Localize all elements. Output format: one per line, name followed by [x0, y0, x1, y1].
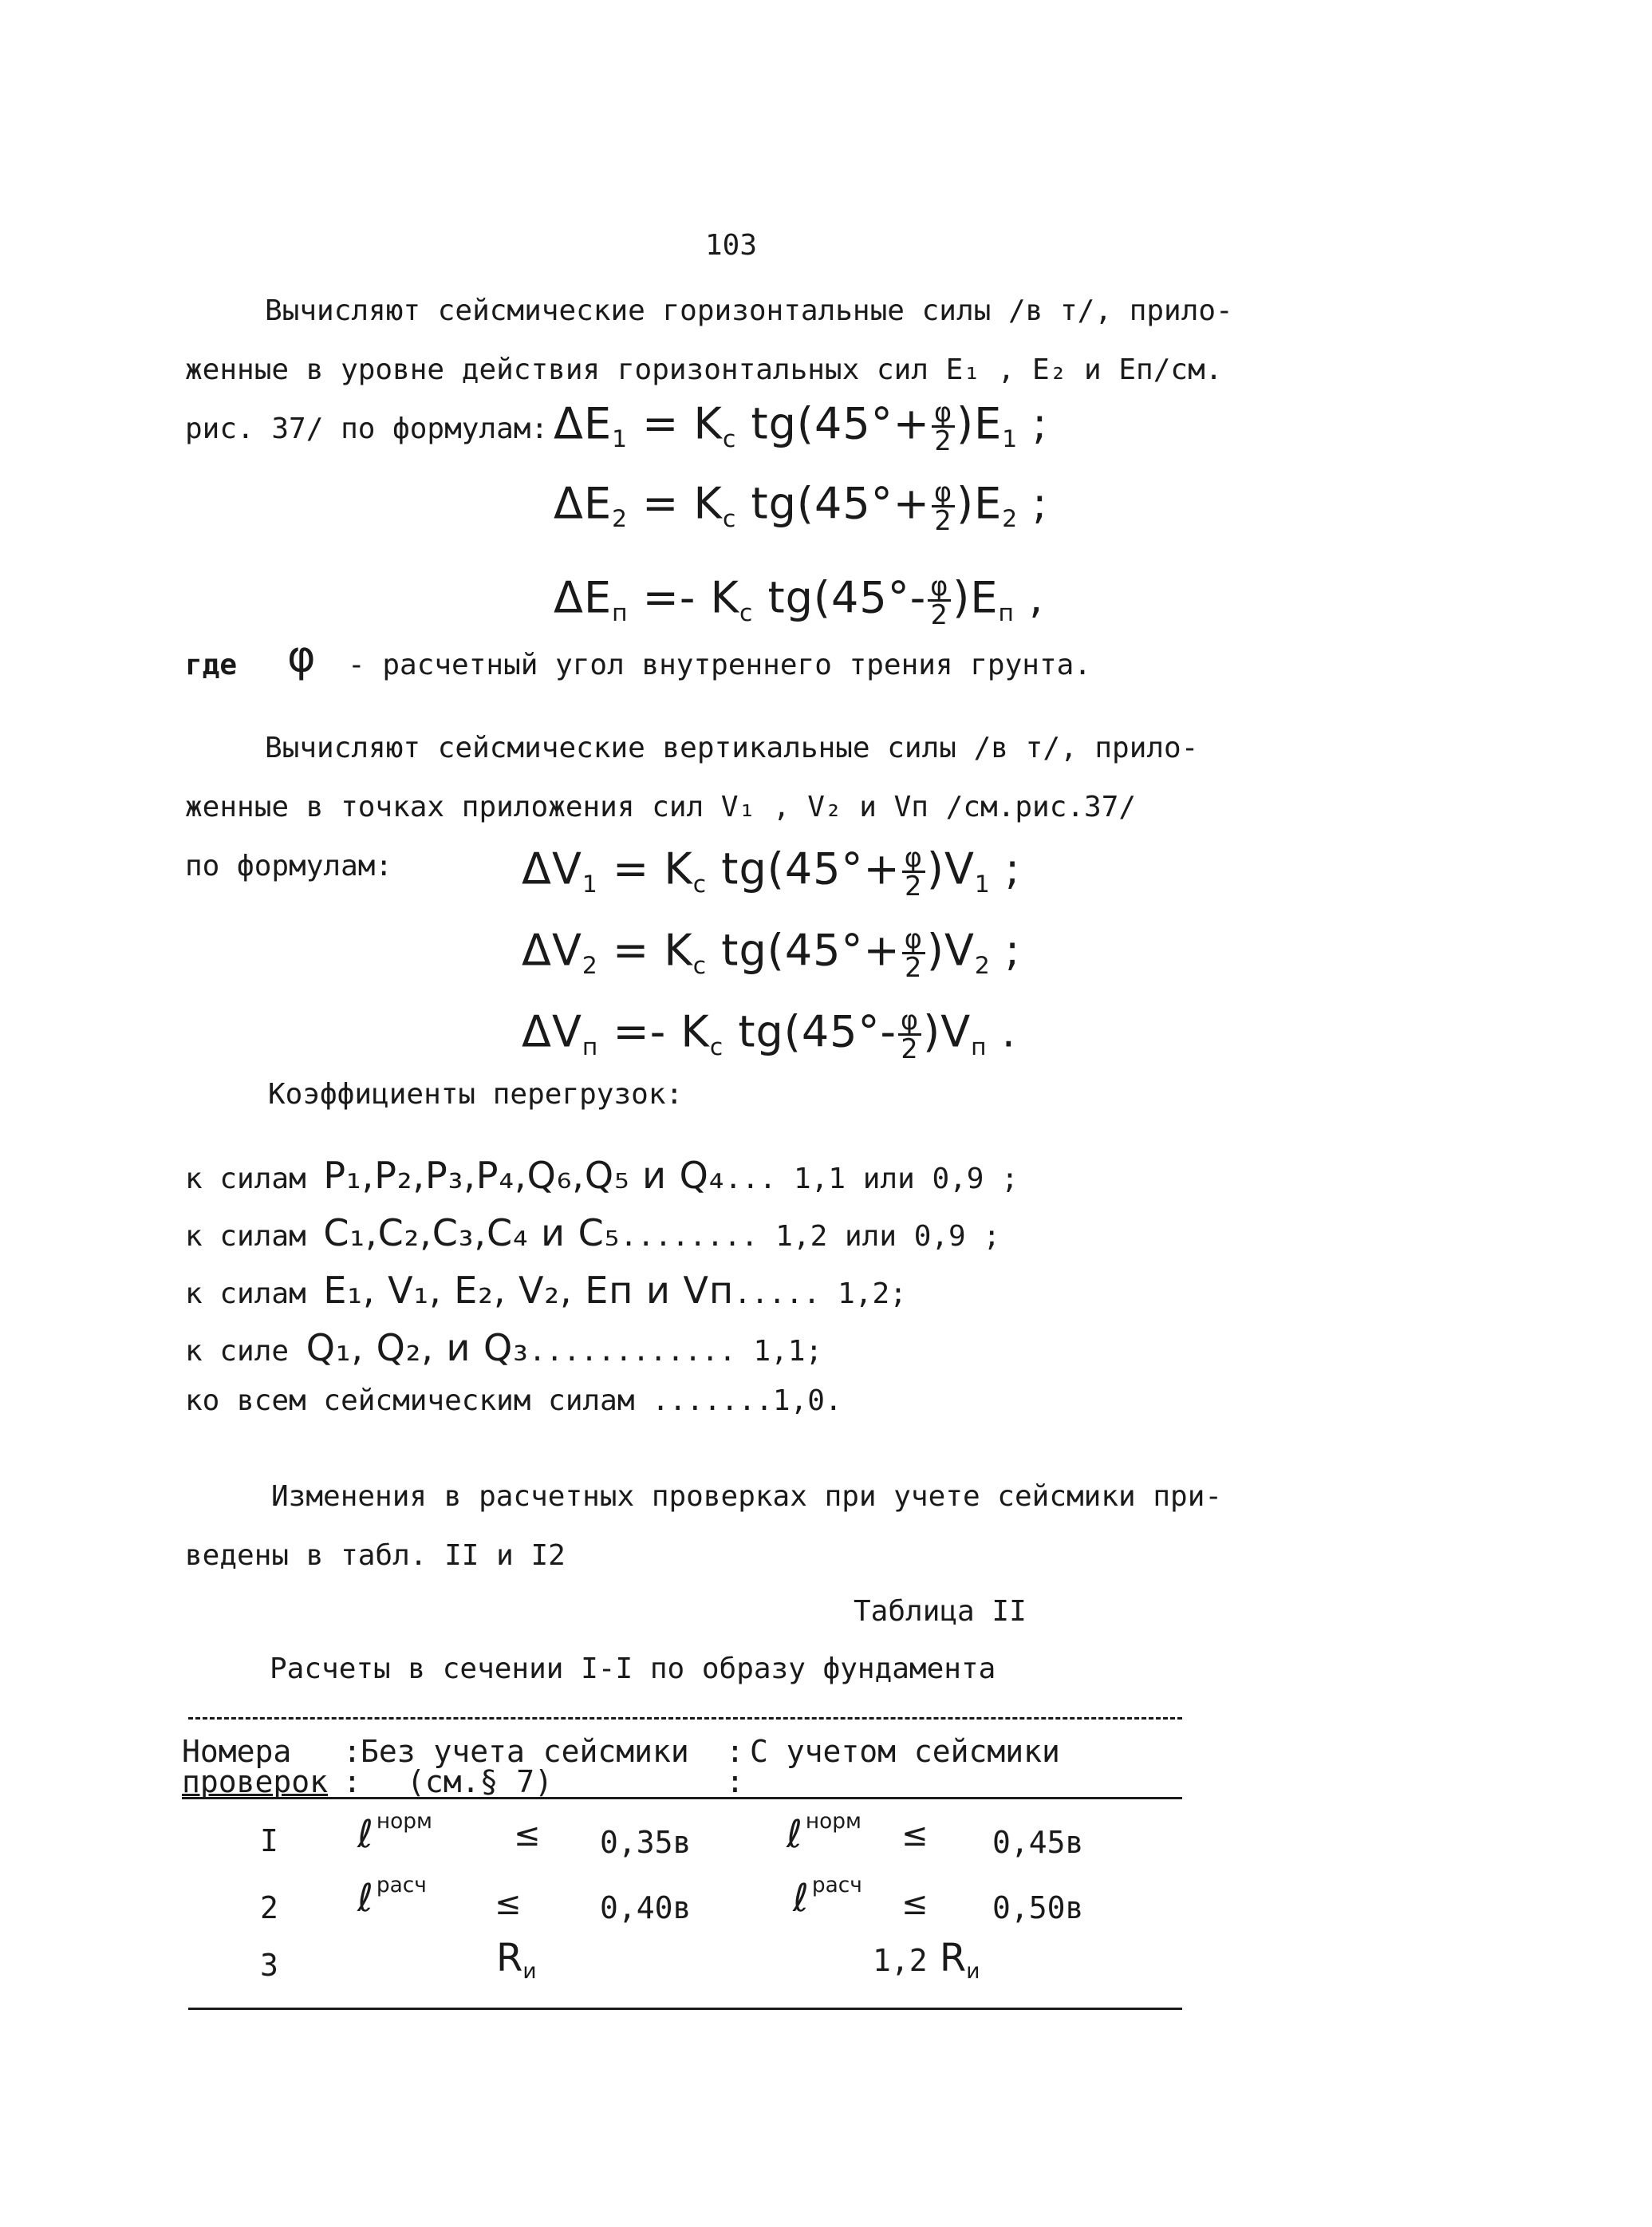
table-row-a-value: 0,35в [600, 1825, 692, 1860]
formula-close: )E [956, 478, 1003, 529]
formula-lhs: ΔV [522, 925, 582, 976]
coef-dots: ..... [734, 1277, 821, 1310]
coef-prefix: к силам [185, 1163, 306, 1195]
r-symbol: R [939, 1936, 967, 1980]
formula-k: K [664, 925, 693, 976]
r-symbol: R [496, 1936, 523, 1980]
formula-lhs-sub: 1 [612, 425, 628, 454]
table-row-a-rel: ≤ [514, 1817, 541, 1854]
table-top-rule [188, 1717, 1182, 1720]
coef-value: 1,1; [753, 1335, 823, 1368]
table-row-a-expr [496, 1936, 537, 1984]
formula-k-sub: c [692, 952, 708, 981]
where-word: где [185, 649, 238, 681]
ell-symbol: ℓ [793, 1875, 809, 1921]
frac-den: 2 [934, 505, 952, 537]
formula-rhs-sub: 1 [974, 871, 991, 899]
where-text: - расчетный угол внутреннего трения грунта. [348, 649, 1091, 681]
frac-den: 2 [905, 871, 923, 902]
table-header-col1-line2: проверок [182, 1764, 329, 1799]
coef-row-5 [185, 1384, 842, 1417]
para2-line3: по формулам: [185, 850, 393, 883]
formula-lhs-sub: 2 [612, 505, 628, 534]
ell-symbol: ℓ [357, 1875, 373, 1921]
formula-k: K [693, 478, 723, 529]
coef-prefix: ко всем сейсмическим силам [185, 1384, 635, 1417]
formula-k: K [710, 572, 739, 623]
para3-line1: Изменения в расчетных проверках при учете сейсмики при- [271, 1480, 1223, 1513]
frac-num: φ [928, 573, 951, 602]
formula-delta-vn [522, 1007, 1016, 1063]
formula-lhs-sub: 1 [582, 871, 598, 899]
table-row-b-value: 0,45в [992, 1825, 1084, 1860]
ell-sup: норм [376, 1809, 432, 1834]
frac-num: φ [932, 479, 955, 507]
coef-row-1 [185, 1154, 1019, 1197]
ell-sup: расч [376, 1873, 427, 1897]
formula-delta-en [554, 573, 1043, 629]
table-row-a-expr [357, 1809, 432, 1857]
formula-rel: = [642, 398, 680, 449]
page-number: 103 [705, 229, 758, 262]
formula-rel: = [642, 478, 680, 529]
table-header-sep1-line1: : [343, 1734, 361, 1769]
frac-den: 2 [905, 952, 923, 984]
table-row-num: 3 [260, 1948, 278, 1983]
formula-fn: tg(45°+ [721, 843, 901, 894]
formula-fraction [932, 399, 955, 455]
formula-lhs-sub: п [612, 599, 629, 628]
formula-tail: ; [1004, 843, 1021, 894]
frac-num: φ [898, 1007, 921, 1036]
coef-forces: Q₁, Q₂, и Q₃ [306, 1326, 529, 1369]
formula-fn: tg(45°- [738, 1006, 897, 1057]
factor: 1,2 [873, 1943, 928, 1978]
formula-k-sub: c [739, 599, 754, 628]
ell-symbol: ℓ [787, 1811, 802, 1857]
formula-k: K [664, 843, 693, 894]
table-header-col2-line1: Без учета сейсмики [361, 1734, 689, 1769]
formula-rel: =- [642, 572, 696, 623]
formula-rel: = [612, 925, 650, 976]
frac-den: 2 [901, 1033, 919, 1065]
table-row-b-rel: ≤ [901, 1885, 929, 1922]
coef-row-4 [185, 1326, 823, 1369]
para1-line3: рис. 37/ по формулам: [185, 413, 549, 445]
coef-value: 1,1 или 0,9 ; [794, 1163, 1019, 1195]
frac-den: 2 [934, 425, 952, 457]
formula-fn: tg(45°+ [751, 478, 930, 529]
ell-sup: расч [811, 1873, 862, 1897]
table-header-col1-line1: Номера [182, 1734, 292, 1769]
coef-dots: ... [724, 1163, 777, 1195]
formula-fraction [928, 573, 951, 629]
formula-rel: =- [613, 1006, 667, 1057]
table-header-rule [182, 1797, 1182, 1799]
formula-lhs-sub: п [582, 1033, 599, 1062]
table-title: Расчеты в сечении I-I по образу фундамента [270, 1652, 996, 1685]
formula-fraction [902, 923, 925, 984]
coef-value: 1,2; [838, 1277, 907, 1310]
formula-fraction [932, 476, 955, 537]
table-header-col2-line2: (см.§ 7) [407, 1764, 554, 1799]
coef-forces: P₁,P₂,P₃,P₄,Q₆,Q₅ и Q₄ [323, 1154, 725, 1197]
table-row-a-value: 0,40в [600, 1890, 692, 1925]
table-bottom-rule [188, 2008, 1182, 2010]
formula-fn: tg(45°+ [721, 925, 901, 976]
ell-sup: норм [805, 1809, 861, 1834]
formula-fraction [902, 844, 925, 900]
formula-rhs-sub: 1 [1002, 425, 1019, 454]
coef-forces: E₁, V₁, E₂, V₂, Eп и Vп [323, 1269, 735, 1312]
para3-line2: ведены в табл. II и I2 [185, 1539, 566, 1572]
coef-prefix: к силе [185, 1335, 290, 1368]
formula-close: )V [926, 925, 975, 976]
formula-lhs: ΔV [522, 843, 582, 894]
formula-close: )V [926, 843, 975, 894]
table-row-b-expr [873, 1936, 980, 1984]
frac-num: φ [902, 926, 925, 954]
formula-rhs-sub: п [971, 1033, 988, 1062]
formula-delta-e2 [554, 476, 1048, 537]
table-header-sep1-line2: : [343, 1764, 361, 1799]
table-row-b-rel: ≤ [901, 1817, 929, 1854]
frac-num: φ [932, 399, 955, 428]
frac-den: 2 [930, 599, 948, 631]
table-header-sep2-line1: : [726, 1734, 744, 1769]
coef-row-2 [185, 1211, 1001, 1254]
coef-dots: ........ [620, 1220, 759, 1253]
coef-row-3 [185, 1269, 907, 1312]
coef-dots: ............ [528, 1335, 736, 1368]
formula-rhs-sub: п [998, 599, 1015, 628]
formula-delta-v1 [522, 844, 1020, 900]
ell-symbol: ℓ [357, 1811, 373, 1857]
coef-prefix: к силам [185, 1220, 306, 1253]
para1-line2: женные в уровне действия горизонтальных сил Е₁ , Е₂ и Еп/см. [185, 353, 1223, 386]
coef-value: 1,0. [772, 1384, 842, 1417]
para2-line1: Вычисляют сейсмические вертикальные силы /в т/, прило- [265, 732, 1199, 764]
formula-k-sub: c [722, 425, 737, 454]
formula-lhs: ΔE [554, 572, 613, 623]
table-row-b-value: 0,50в [992, 1890, 1084, 1925]
table-label: Таблица II [854, 1595, 1027, 1628]
table-row-num: I [260, 1823, 278, 1858]
formula-fraction [898, 1007, 921, 1063]
formula-close: )E [956, 398, 1003, 449]
coef-prefix: к силам [185, 1277, 306, 1310]
formula-tail: ; [1032, 478, 1048, 529]
coef-forces: C₁,C₂,C₃,C₄ и C₅ [323, 1211, 621, 1254]
formula-rel: = [612, 843, 650, 894]
formula-lhs: ΔE [554, 478, 613, 529]
formula-lhs: ΔE [554, 398, 613, 449]
formula-rhs-sub: 2 [974, 952, 991, 981]
formula-close: )V [923, 1006, 972, 1057]
formula-tail: . [1001, 1006, 1016, 1057]
frac-num: φ [902, 844, 925, 873]
table-row-num: 2 [260, 1890, 278, 1925]
formula-k-sub: c [709, 1033, 724, 1062]
formula-rhs-sub: 2 [1002, 505, 1019, 534]
formula-k-sub: c [692, 871, 708, 899]
coef-dots: ....... [634, 1384, 773, 1417]
formula-tail: ; [1004, 925, 1021, 976]
r-sub: и [966, 1959, 980, 1984]
formula-delta-v2 [522, 923, 1021, 984]
table-header-sep2-line2: : [726, 1764, 744, 1799]
formula-delta-e1 [554, 399, 1048, 455]
table-row-b-expr [793, 1873, 862, 1921]
formula-fn: tg(45°+ [751, 398, 930, 449]
formula-tail: , [1029, 572, 1044, 623]
para1-line1: Вычисляют сейсмические горизонтальные силы /в т/, прило- [265, 294, 1233, 327]
table-header-col3-line1: С учетом сейсмики [750, 1734, 1060, 1769]
table-row-a-expr [357, 1873, 427, 1921]
formula-lhs-sub: 2 [582, 952, 598, 981]
formula-lhs: ΔV [522, 1006, 582, 1057]
formula-close: )E [952, 572, 999, 623]
table-row-a-rel: ≤ [495, 1885, 522, 1922]
where-symbol: φ [287, 631, 317, 681]
formula-k: K [693, 398, 723, 449]
coef-heading: Коэффициенты перегрузок: [268, 1078, 684, 1111]
coef-value: 1,2 или 0,9 ; [775, 1220, 1001, 1253]
formula-k: K [680, 1006, 710, 1057]
table-row-b-expr [787, 1809, 861, 1857]
r-sub: и [522, 1959, 537, 1984]
formula-k-sub: c [722, 505, 737, 534]
formula-tail: ; [1032, 398, 1048, 449]
formula-fn: tg(45°- [767, 572, 927, 623]
para2-line2: женные в точках приложения сил V₁ , V₂ и Vп /см.рис.37/ [185, 791, 1137, 823]
